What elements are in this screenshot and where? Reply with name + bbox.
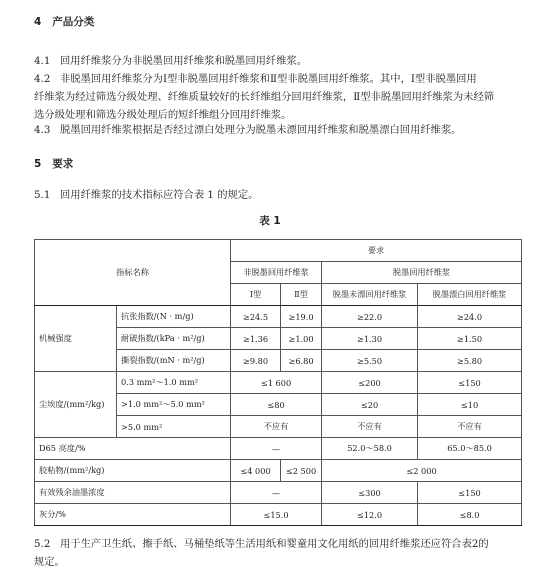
header-requirements: 要求	[231, 240, 522, 262]
header-unbleached: 脱墨未漂回用纤维浆	[322, 284, 418, 306]
header-type-1: Ⅰ型	[231, 284, 281, 306]
header-deinked: 脱墨回用纤维浆	[322, 262, 522, 284]
table-row: 机械强度 抗张指数/(N · m/g) ≥24.5 ≥19.0 ≥22.0 ≥24.0	[35, 306, 522, 328]
header-index-name: 指标名称	[35, 240, 231, 306]
table-row: D65 亮度/% — 52.0～58.0 65.0～85.0	[35, 438, 522, 460]
paragraph-5-2: 5.2 用于生产卫生纸、擦手纸、马桶垫纸等生活用纸和婴童用文化用纸的回用纤维浆还应符合表2的 规定。	[34, 538, 489, 568]
section-4-heading: 4 产品分类	[34, 16, 95, 28]
header-bleached: 脱墨漂白回用纤维浆	[418, 284, 522, 306]
table-caption: 表 1	[259, 215, 281, 227]
header-type-2: Ⅱ型	[281, 284, 322, 306]
paragraph-5-1: 5.1 回用纤维浆的技术指标应符合表 1 的规定。	[34, 189, 259, 201]
table-row: 有效残余油墨浓度 — ≤300 ≤150	[35, 482, 522, 504]
table-row: >5.0 mm² 不应有 不应有 不应有	[35, 416, 522, 438]
section-5-heading: 5 要求	[34, 158, 74, 170]
group-mechanical-strength: 机械强度	[35, 306, 117, 372]
table-1	[34, 239, 522, 526]
table-row: 尘埃度/(mm²/kg) 0.3 mm²～1.0 mm² ≤1 600 ≤200 ≤150	[35, 372, 522, 394]
table-row: 胶粘物/(mm²/kg) ≤4 000 ≤2 500 ≤2 000	[35, 460, 522, 482]
group-dirt-count: 尘埃度/(mm²/kg)	[35, 372, 117, 438]
table-row: >1.0 mm²～5.0 mm² ≤80 ≤20 ≤10	[35, 394, 522, 416]
paragraph-4-1: 4.1 回用纤维浆分为非脱墨回用纤维浆和脱墨回用纤维浆。	[34, 55, 308, 67]
paragraph-4-2: 4.2 非脱墨回用纤维浆分为Ⅰ型非脱墨回用纤维浆和Ⅱ型非脱墨回用纤维浆。其中，Ⅰ型非脱墨回用 纤维浆为经过筛选分级处理、纤维质量较好的长纤维组分回用纤维浆，Ⅱ型非脱墨回用纤维浆为未经筛 选分级处理和筛选分级处理后的短纤维组分回用纤维浆。	[34, 73, 495, 121]
table-row: 撕裂指数/(mN · m²/g) ≥9.80 ≥6.80 ≥5.50 ≥5.80	[35, 350, 522, 372]
table-row: 灰分/% ≤15.0 ≤12.0 ≤8.0	[35, 504, 522, 526]
paragraph-4-3: 4.3 脱墨回用纤维浆根据是否经过漂白处理分为脱墨未漂回用纤维浆和脱墨漂白回用纤维浆。	[34, 124, 462, 136]
table-row: 耐破指数/(kPa · m²/g) ≥1.36 ≥1.00 ≥1.30 ≥1.50	[35, 328, 522, 350]
header-non-deinked: 非脱墨回用纤维浆	[231, 262, 322, 284]
